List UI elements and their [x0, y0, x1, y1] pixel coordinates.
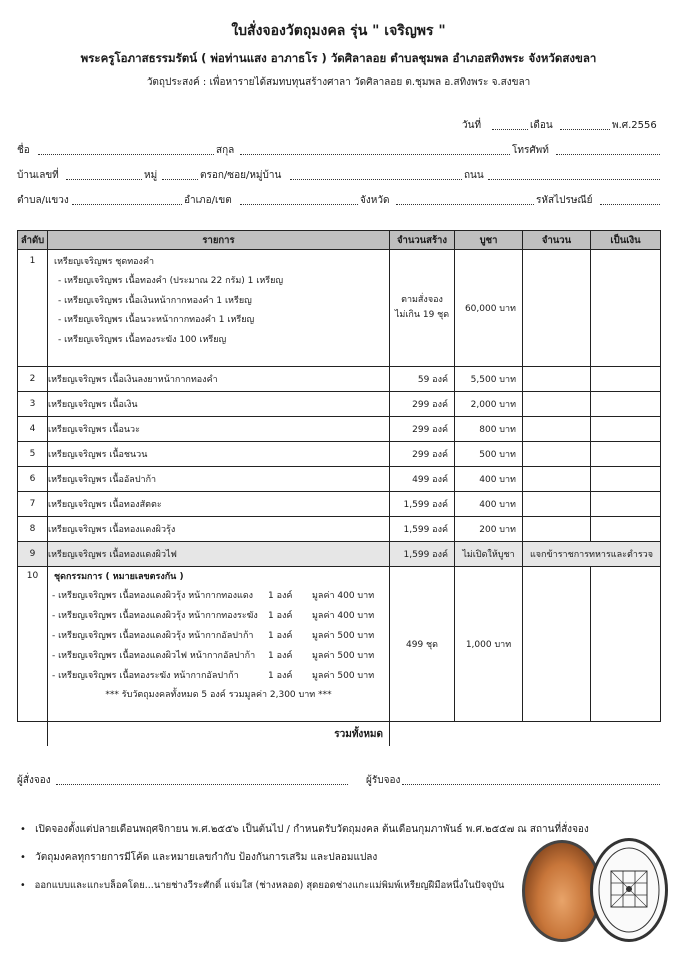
row-item — [48, 250, 390, 367]
row-price: 400 บาท — [455, 467, 523, 492]
set-title: เหรียญเจริญพร ชุดทองคำ — [54, 257, 155, 267]
table-header-row — [18, 231, 661, 250]
month-label: เดือน — [530, 120, 553, 131]
row-price: 1,000 บาท — [455, 567, 523, 722]
committee-item-value: มูลค่า 500 บาท — [312, 671, 375, 681]
committee-item — [48, 666, 389, 686]
road-field[interactable] — [488, 169, 660, 180]
bullet-glyph: • — [20, 852, 26, 863]
set-item: - เหรียญเจริญพร เนื้อนวะหน้ากากทองคำ 1 เหรียญ — [58, 315, 255, 325]
row-no: 1 — [18, 250, 48, 367]
committee-item-value: มูลค่า 500 บาท — [312, 651, 375, 661]
committee-item-value: มูลค่า 400 บาท — [312, 591, 375, 601]
row-price: 800 บาท — [455, 417, 523, 442]
table-row — [18, 417, 661, 442]
row-no: 10 — [18, 567, 48, 722]
committee-item-value: มูลค่า 500 บาท — [312, 631, 375, 641]
committee-title: ชุดกรรมการ ( หมายเลขตรงกัน ) — [54, 572, 184, 582]
road-label: ถนน — [464, 170, 484, 181]
row-amount-input[interactable] — [591, 567, 661, 722]
date-label: วันที่ — [462, 120, 482, 131]
row-qty-input[interactable] — [523, 417, 591, 442]
orderer-label: ผู้สั่งจอง — [17, 775, 51, 786]
tambon-label: ตำบล/แขวง — [17, 195, 69, 206]
name-field[interactable] — [38, 144, 214, 155]
row-item: เหรียญเจริญพร เนื้อนวะ — [48, 417, 390, 442]
row-item: เหรียญเจริญพร เนื้อชนวน — [48, 442, 390, 467]
table-row — [18, 442, 661, 467]
committee-summary: *** รับวัตถุมงคลทั้งหมด 5 องค์ รวมมูลค่า 2,300 บาท *** — [105, 690, 332, 700]
row-amount-input[interactable] — [591, 467, 661, 492]
row-price: 60,000 บาท — [455, 250, 523, 367]
header-built: จำนวนสร้าง — [390, 231, 455, 250]
total-row — [18, 722, 661, 747]
note-line — [20, 822, 589, 837]
postcode-label: รหัสไปรษณีย์ — [536, 195, 593, 206]
row-built: 299 องค์ — [390, 392, 455, 417]
amphoe-label: อำเภอ/เขต — [184, 195, 232, 206]
row-built: 499 ชุด — [390, 567, 455, 722]
soi-label: ตรอก/ซอย/หมู่บ้าน — [200, 170, 282, 181]
receiver-field[interactable] — [402, 774, 660, 785]
committee-item-name: - เหรียญเจริญพร เนื้อทองแดงผิวรุ้ง หน้ากากทองแดง — [52, 591, 254, 601]
province-label: จังหวัด — [360, 195, 390, 206]
row-amount-input[interactable] — [591, 492, 661, 517]
row-amount-input[interactable] — [591, 392, 661, 417]
committee-item-name: - เหรียญเจริญพร เนื้อทองระฆัง หน้ากากอัลปาก้า — [52, 671, 239, 681]
header-amount: เป็นเงิน — [591, 231, 661, 250]
committee-item-count: 1 องค์ — [268, 651, 293, 661]
document-title: ใบสั่งจองวัตถุมงคล รุ่น " เจริญพร " — [231, 23, 446, 39]
row-built — [390, 250, 455, 367]
row-qty-input[interactable] — [523, 517, 591, 542]
purpose-line: วัตถุประสงค์ : เพื่อหารายได้สมทบทุนสร้างศาลา วัดศิลาลอย ต.ชุมพล อ.สทิงพระ จ.สงขลา — [146, 77, 531, 88]
committee-item — [48, 626, 389, 646]
table-row — [18, 517, 661, 542]
header-no: ลำดับ — [18, 231, 48, 250]
row-price: ไม่เปิดให้บูชา — [455, 542, 523, 567]
row-item: เหรียญเจริญพร เนื้อทองแดงผิวรุ้ง — [48, 517, 390, 542]
year-label: พ.ศ.2556 — [612, 120, 657, 131]
row-no: 2 — [18, 367, 48, 392]
row-amount-input[interactable] — [591, 417, 661, 442]
bullet-glyph: • — [20, 880, 26, 891]
amphoe-field[interactable] — [240, 194, 358, 205]
row-item: เหรียญเจริญพร เนื้อเงินลงยาหน้ากากทองคำ — [48, 367, 390, 392]
table-row — [18, 567, 661, 722]
row-amount-input[interactable] — [591, 250, 661, 367]
set-item: - เหรียญเจริญพร เนื้อทองระฆัง 100 เหรียญ — [58, 334, 227, 345]
row-no: 6 — [18, 467, 48, 492]
committee-item — [48, 586, 389, 606]
row-built: 499 องค์ — [390, 467, 455, 492]
row-price: 2,000 บาท — [455, 392, 523, 417]
table-row — [18, 250, 661, 367]
note-text: วัตถุมงคลทุกรายการมีโค้ด และหมายเลขกำกับ ป้องกันการเสริม และปลอมแปลง — [35, 852, 378, 863]
row-item — [48, 567, 390, 722]
yantra-icon — [593, 841, 665, 939]
committee-item — [48, 646, 389, 666]
row-built: 299 องค์ — [390, 442, 455, 467]
committee-item-count: 1 องค์ — [268, 671, 293, 681]
tambon-field[interactable] — [72, 194, 182, 205]
orderer-field[interactable] — [56, 774, 348, 785]
row-built: 299 องค์ — [390, 417, 455, 442]
note-line — [20, 878, 504, 893]
row-no: 5 — [18, 442, 48, 467]
row-built: 1,599 องค์ — [390, 492, 455, 517]
row-item: เหรียญเจริญพร เนื้ออัลปาก้า — [48, 467, 390, 492]
row-no: 8 — [18, 517, 48, 542]
committee-item — [48, 606, 389, 626]
committee-item-value: มูลค่า 400 บาท — [312, 611, 375, 621]
total-label: รวมทั้งหมด — [48, 722, 390, 747]
row-qty-input[interactable] — [523, 367, 591, 392]
order-table — [17, 230, 661, 746]
row-built: 1,599 องค์ — [390, 517, 455, 542]
row-qty-input[interactable] — [523, 467, 591, 492]
row-qty-input[interactable] — [523, 567, 591, 722]
house-label: บ้านเลขที่ — [17, 170, 59, 181]
table-row — [18, 367, 661, 392]
amulet-back-image — [590, 838, 668, 942]
built-line2: ไม่เกิน 19 ชุด — [394, 310, 450, 320]
committee-item-name: - เหรียญเจริญพร เนื้อทองแดงผิวรุ้ง หน้ากากทองระฆัง — [52, 611, 258, 621]
note-text: เปิดจองตั้งแต่ปลายเดือนพฤศจิกายน พ.ศ.๒๕๕๖ เป็นต้นไป / กำหนดรับวัตถุมงคล ต้นเดือนกุมภาพันธ์ พ.ศ.๒๕๕๗ ณ สถานที่สั่งจอง — [35, 824, 589, 835]
row-built: 1,599 องค์ — [390, 542, 455, 567]
row-amount-input[interactable] — [591, 517, 661, 542]
row-item: เหรียญเจริญพร เนื้อทองสัตตะ — [48, 492, 390, 517]
row-no: 9 — [18, 542, 48, 567]
row-qty-input[interactable] — [523, 392, 591, 417]
set-item: - เหรียญเจริญพร เนื้อทองคำ (ประมาณ 22 กรัม) 1 เหรียญ — [58, 276, 284, 286]
surname-field[interactable] — [240, 144, 510, 155]
committee-item-count: 1 องค์ — [268, 631, 293, 641]
receiver-label: ผู้รับจอง — [366, 775, 401, 786]
built-line1: ตามสั่งจอง — [401, 295, 443, 305]
bullet-glyph: • — [20, 824, 26, 835]
committee-item-count: 1 องค์ — [268, 591, 293, 601]
temple-line: พระครูโอภาสธรรมรัตน์ ( พ่อท่านแสง อาภาธโร ) วัดศิลาลอย ตำบลชุมพล อำเภอสทิงพระ จังหวัดสงขลา — [80, 51, 597, 65]
row-price: 500 บาท — [455, 442, 523, 467]
committee-item-name: - เหรียญเจริญพร เนื้อทองแดงผิวรุ้ง หน้ากากอัลปาก้า — [52, 631, 254, 641]
set-item: - เหรียญเจริญพร เนื้อเงินหน้ากากทองคำ 1 เหรียญ — [58, 295, 252, 306]
row-amount-input[interactable] — [591, 367, 661, 392]
row-built: 59 องค์ — [390, 367, 455, 392]
row-qty-input[interactable] — [523, 250, 591, 367]
row-qty-input[interactable] — [523, 442, 591, 467]
note-line — [20, 850, 377, 865]
note-text: ออกแบบและแกะบล็อคโดย...นายช่างวีระศักดิ์ แจ่มใส (ช่างหลอด) สุดยอดช่างแกะแม่พิมพ์เหรียญฝีมือหนึ่งในปัจจุบัน — [34, 880, 505, 891]
date-field[interactable] — [492, 119, 528, 130]
row-no: 3 — [18, 392, 48, 417]
province-field[interactable] — [396, 194, 534, 205]
moo-field[interactable] — [162, 169, 198, 180]
header-qty: จำนวน — [523, 231, 591, 250]
table-row — [18, 467, 661, 492]
moo-label: หมู่ — [144, 170, 158, 181]
committee-item-name: - เหรียญเจริญพร เนื้อทองแดงผิวไฟ หน้ากากอัลปาก้า — [52, 651, 256, 661]
row-item: เหรียญเจริญพร เนื้อเงิน — [48, 392, 390, 417]
surname-label: สกุล — [216, 145, 235, 156]
phone-label: โทรศัพท์ — [512, 145, 549, 156]
house-field[interactable] — [66, 169, 142, 180]
phone-field[interactable] — [556, 144, 660, 155]
table-row — [18, 392, 661, 417]
committee-item-count: 1 องค์ — [268, 611, 293, 621]
row-item: เหรียญเจริญพร เนื้อทองแดงผิวไฟ — [48, 542, 390, 567]
row-amount-input[interactable] — [591, 442, 661, 467]
postcode-field[interactable] — [600, 194, 660, 205]
row-price: 200 บาท — [455, 517, 523, 542]
table-row — [18, 542, 661, 567]
month-field[interactable] — [560, 119, 610, 130]
table-row — [18, 492, 661, 517]
row-qty-input[interactable] — [523, 492, 591, 517]
row-price: 400 บาท — [455, 492, 523, 517]
row-note: แจกข้าราชการทหารและตำรวจ — [523, 542, 661, 567]
soi-field[interactable] — [290, 169, 462, 180]
name-label: ชื่อ — [17, 145, 30, 156]
header-item: รายการ — [48, 231, 390, 250]
row-no: 7 — [18, 492, 48, 517]
row-price: 5,500 บาท — [455, 367, 523, 392]
row-no: 4 — [18, 417, 48, 442]
header-price: บูชา — [455, 231, 523, 250]
